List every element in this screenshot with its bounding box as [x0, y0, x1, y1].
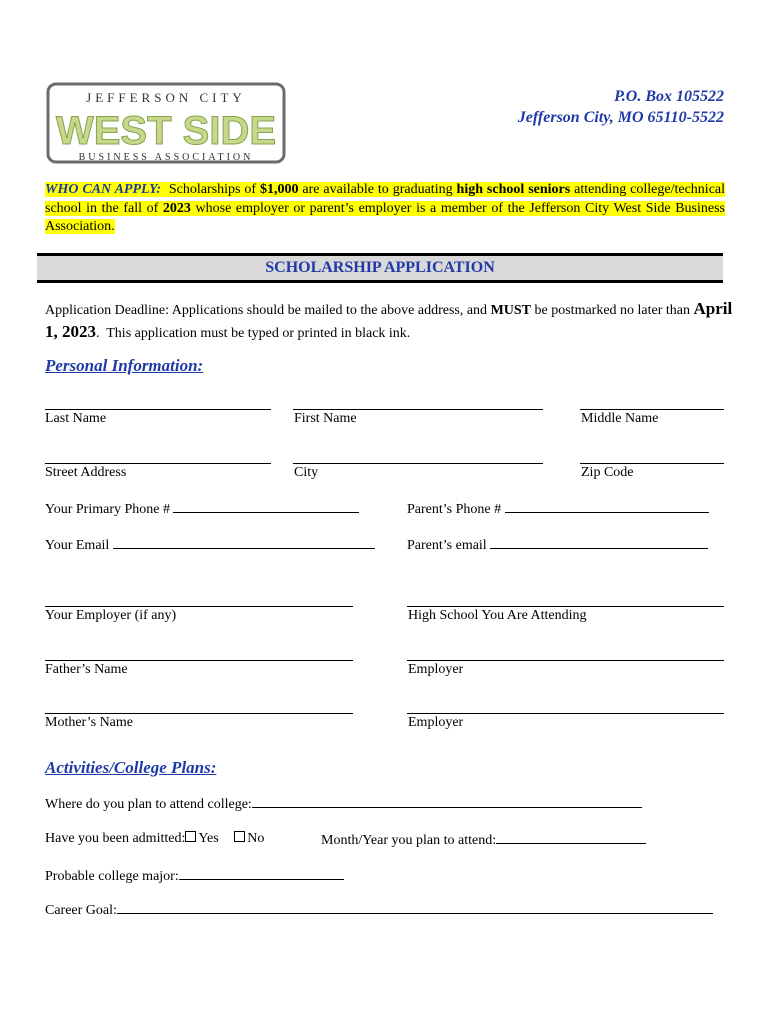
eligibility-paragraph — [45, 181, 725, 237]
parent-email-label: Parent’s email — [407, 538, 491, 553]
career-goal-field[interactable] — [117, 901, 713, 914]
parent-phone-field[interactable] — [505, 500, 709, 513]
parent-phone-label: Parent’s Phone # — [407, 502, 505, 517]
major-field[interactable] — [179, 867, 344, 880]
career-goal-label: Career Goal: — [45, 903, 117, 918]
deadline-paragraph — [45, 298, 735, 344]
eligibility-label: WHO CAN APPLY: — [45, 182, 161, 197]
deadline-text: be postmarked no later than — [531, 303, 694, 318]
first-name-field[interactable] — [293, 409, 543, 410]
zip-code-field[interactable] — [580, 463, 724, 464]
scholarship-amount: $1,000 — [259, 182, 299, 197]
city-label: City — [294, 465, 319, 480]
eligibility-text: are available to graduating — [298, 182, 457, 197]
must-emphasis: MUST — [490, 303, 532, 318]
address-line-1: P.O. Box 105522 — [614, 88, 724, 105]
high-school-field[interactable] — [407, 606, 724, 607]
admitted-label: Have you been admitted: — [45, 831, 186, 846]
mother-employer-field[interactable] — [407, 713, 724, 714]
primary-phone-label: Your Primary Phone # — [45, 502, 174, 517]
eligibility-text: whose employer or parent’s employer is a member of the Jefferson City West Side Business Association. — [45, 200, 725, 234]
email-field[interactable] — [113, 536, 375, 549]
deadline-date: April 1, 2023 — [45, 299, 733, 341]
eligible-year: 2023 — [162, 200, 191, 216]
form-title-bar — [37, 253, 723, 283]
middle-name-label: Middle Name — [581, 411, 659, 426]
logo-main-text: WEST SIDE — [55, 109, 277, 153]
attend-college-row — [45, 795, 642, 813]
street-address-field[interactable] — [45, 463, 271, 464]
admitted-row — [45, 831, 264, 847]
eligible-group: high school seniors — [456, 182, 571, 197]
last-name-label: Last Name — [45, 411, 107, 426]
mother-name-label: Mother’s Name — [45, 715, 133, 730]
parent-email-field[interactable] — [490, 536, 708, 549]
logo-top-text: JEFFERSON CITY — [86, 90, 246, 105]
city-field[interactable] — [293, 463, 543, 464]
parent-phone-row — [407, 500, 709, 518]
mother-name-field[interactable] — [45, 713, 353, 714]
attend-college-field[interactable] — [252, 795, 642, 808]
major-row — [45, 867, 344, 885]
form-title: SCHOLARSHIP APPLICATION — [265, 259, 495, 276]
father-name-field[interactable] — [45, 660, 353, 661]
middle-name-field[interactable] — [580, 409, 724, 410]
primary-phone-field[interactable] — [173, 500, 359, 513]
admitted-no-label: No — [247, 831, 265, 846]
father-employer-field[interactable] — [407, 660, 724, 661]
zip-code-label: Zip Code — [581, 465, 634, 480]
last-name-field[interactable] — [45, 409, 271, 410]
employer-field[interactable] — [45, 606, 353, 607]
logo-bottom-text: BUSINESS ASSOCIATION — [78, 152, 254, 163]
street-address-label: Street Address — [45, 465, 127, 480]
major-label: Probable college major: — [45, 869, 179, 884]
attend-college-label: Where do you plan to attend college: — [45, 797, 252, 812]
parent-email-row — [407, 536, 708, 554]
high-school-label: High School You Are Attending — [408, 608, 587, 623]
deadline-text: Application Deadline: Applications should be mailed to the above address, and — [45, 303, 491, 318]
email-row — [45, 536, 375, 554]
admitted-yes-label: Yes — [198, 831, 219, 846]
eligibility-text: attending college/technical school in the fall of — [45, 182, 726, 216]
email-label: Your Email — [45, 538, 113, 553]
father-employer-label: Employer — [408, 662, 464, 677]
primary-phone-row — [45, 500, 359, 518]
month-year-row — [321, 831, 646, 849]
career-goal-row — [45, 901, 713, 919]
mailing-address — [518, 86, 724, 128]
activities-heading: Activities/College Plans: — [45, 758, 217, 777]
father-name-label: Father’s Name — [45, 662, 128, 677]
eligibility-text: Scholarships of — [161, 182, 260, 197]
mother-employer-label: Employer — [408, 715, 464, 730]
month-year-label: Month/Year you plan to attend: — [321, 833, 497, 848]
admitted-yes-checkbox[interactable] — [185, 831, 196, 842]
employer-label: Your Employer (if any) — [45, 608, 177, 623]
admitted-no-checkbox[interactable] — [234, 831, 245, 842]
association-logo — [46, 80, 286, 164]
deadline-text: . This application must be typed or printed in black ink. — [96, 326, 411, 341]
personal-info-heading: Personal Information: — [45, 356, 204, 375]
month-year-field[interactable] — [496, 831, 646, 844]
first-name-label: First Name — [294, 411, 357, 426]
address-line-2: Jefferson City, MO 65110-5522 — [517, 109, 724, 126]
